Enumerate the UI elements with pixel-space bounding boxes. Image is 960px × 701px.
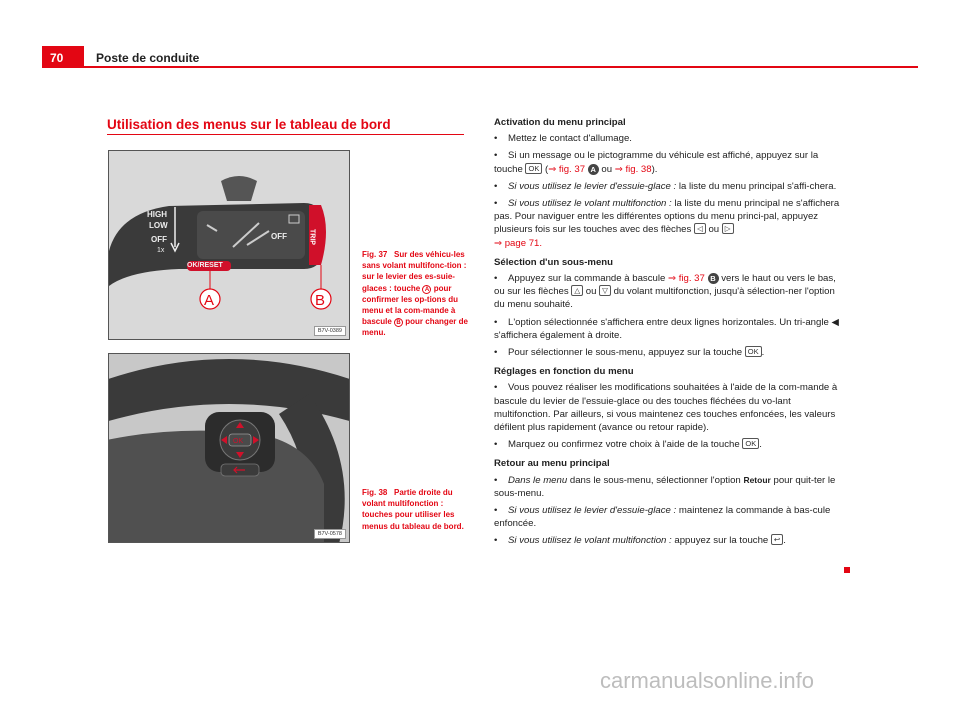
paragraph: • Marquez ou confirmez votre choix à l'aide de la touche OK . bbox=[494, 439, 762, 451]
chapter-title: Poste de conduite bbox=[96, 51, 200, 65]
paragraph: • Si vous utilisez le volant multifonction : appuyez sur la touche ↩ . bbox=[494, 535, 786, 547]
arrow-up-key: △ bbox=[571, 285, 583, 296]
paragraph: • Si vous utilisez le volant multifonction : la liste du menu principal ne s'affichera pas. Pour naviguer entre les différentes options du menu princi-pal, appuyez plusieurs fois sur les touches avec des flèches ◁ ou ▷ ⇒ page 71. bbox=[494, 198, 840, 249]
page-number: 70 bbox=[42, 46, 84, 68]
label-1x: 1x bbox=[157, 247, 165, 254]
arrow-left-key: ◁ bbox=[694, 223, 706, 234]
callout-a: A bbox=[204, 292, 215, 309]
figure-code: B7V-0578 bbox=[314, 529, 346, 539]
paragraph: • Mettez le contact d'allumage. bbox=[494, 133, 632, 145]
label-low: LOW bbox=[149, 221, 168, 230]
fig-ref: ⇒ fig. 37 bbox=[668, 273, 705, 285]
caption-text-3: pour changer de menu. bbox=[362, 317, 468, 338]
label-high: HIGH bbox=[147, 210, 167, 219]
paragraph: • Vous pouvez réaliser les modifications souhaitées à l'aide de la com-mande à bascule du levier de l'essuie-glace ou des touches fléchées du vo-lant multifonction. Par ailleurs, si vous maintenez ces touches enfoncées, les valeurs défilent plus rapidement (avance ou retour rapide). bbox=[494, 382, 838, 434]
body-text bbox=[494, 116, 844, 552]
caption-text-1: Sur des véhicu-les sans volant multifonc-tion : sur le levier des es-suie-glaces : touche bbox=[362, 250, 467, 293]
caption-fig-number: Fig. 38 bbox=[362, 488, 388, 497]
caption-text: Partie droite du volant multifonction : touches pour utiliser les menus du tableau de bord. bbox=[362, 488, 464, 531]
paragraph: • L'option sélectionnée s'affichera entre deux lignes horizontales. Un tri-angle ◀ s'affichera également à droite. bbox=[494, 316, 839, 341]
return-icon: ↩ bbox=[771, 534, 783, 545]
callout-b: B bbox=[315, 292, 326, 309]
figure-code: B7V-0389 bbox=[314, 326, 346, 336]
heading-reglages: Réglages en fonction du menu bbox=[494, 366, 634, 378]
section-rule bbox=[107, 134, 464, 135]
paragraph: • Si un message ou le pictogramme du véhicule est affiché, appuyez sur la touche OK (⇒ fig. 37 A ou ⇒ fig. 38). bbox=[494, 150, 819, 175]
caption-fig-number: Fig. 37 bbox=[362, 250, 388, 259]
arrow-right-key: ▷ bbox=[722, 223, 734, 234]
label-off-right: OFF bbox=[271, 232, 287, 241]
figure-37-caption bbox=[362, 249, 468, 339]
paragraph: • Si vous utilisez le levier d'essuie-glace : la liste du menu principal s'affi-chera. bbox=[494, 180, 837, 192]
steering-wheel-illustration bbox=[109, 354, 350, 543]
figure-wiper-lever bbox=[108, 150, 350, 340]
heading-activation: Activation du menu principal bbox=[494, 117, 626, 128]
section-end-mark bbox=[844, 567, 850, 573]
paragraph: • Appuyez sur la commande à bascule ⇒ fig. 37 B vers le haut ou vers le bas, ou sur les flèches △ ou ▽ du volant multifonction, jusqu'à sélection-ner l'option du menu souhaité. bbox=[494, 273, 836, 311]
ok-key: OK bbox=[525, 163, 542, 174]
paragraph: • Si vous utilisez le levier d'essuie-glace : maintenez la commande à bas-cule enfoncée. bbox=[494, 505, 831, 530]
figure-38-caption bbox=[362, 487, 468, 532]
ok-key: OK bbox=[745, 346, 762, 357]
section-title: Utilisation des menus sur le tableau de bord bbox=[107, 117, 391, 132]
wiper-lever-illustration bbox=[109, 151, 350, 340]
ok-key: OK bbox=[742, 438, 759, 449]
header-rule bbox=[42, 66, 918, 68]
wheel-ok-label: OK bbox=[233, 438, 244, 445]
heading-sous-menu: Sélection d'un sous-menu bbox=[494, 256, 614, 268]
fig-ref: ⇒ fig. 37 bbox=[548, 163, 586, 175]
page-ref: ⇒ page 71. bbox=[494, 237, 543, 249]
caption-key-a: A bbox=[422, 285, 431, 294]
caption-key-b: B bbox=[394, 318, 403, 327]
watermark: carmanualsonline.info bbox=[600, 668, 815, 693]
caption-text-2: pour confirmer les op-tions du menu et la com-mande à bascule bbox=[362, 283, 459, 327]
figure-steering-wheel bbox=[108, 353, 350, 543]
label-trip: TRIP bbox=[308, 229, 316, 245]
triangle-icon: ◀ bbox=[831, 316, 839, 328]
paragraph: • Pour sélectionner le sous-menu, appuyez sur la touche OK . bbox=[494, 347, 765, 359]
heading-retour: Retour au menu principal bbox=[494, 458, 610, 470]
callout-b-icon: B bbox=[708, 273, 719, 284]
arrow-down-key: ▽ bbox=[599, 285, 611, 296]
paragraph: • Dans le menu dans le sous-menu, sélectionner l'option Retour pour quit-ter le sous-menu. bbox=[494, 474, 836, 499]
label-ok-reset: OK/RESET bbox=[187, 262, 223, 269]
fig-ref: ⇒ fig. 38 bbox=[614, 163, 652, 175]
label-off-left: OFF bbox=[151, 235, 167, 244]
callout-a-icon: A bbox=[588, 164, 599, 175]
